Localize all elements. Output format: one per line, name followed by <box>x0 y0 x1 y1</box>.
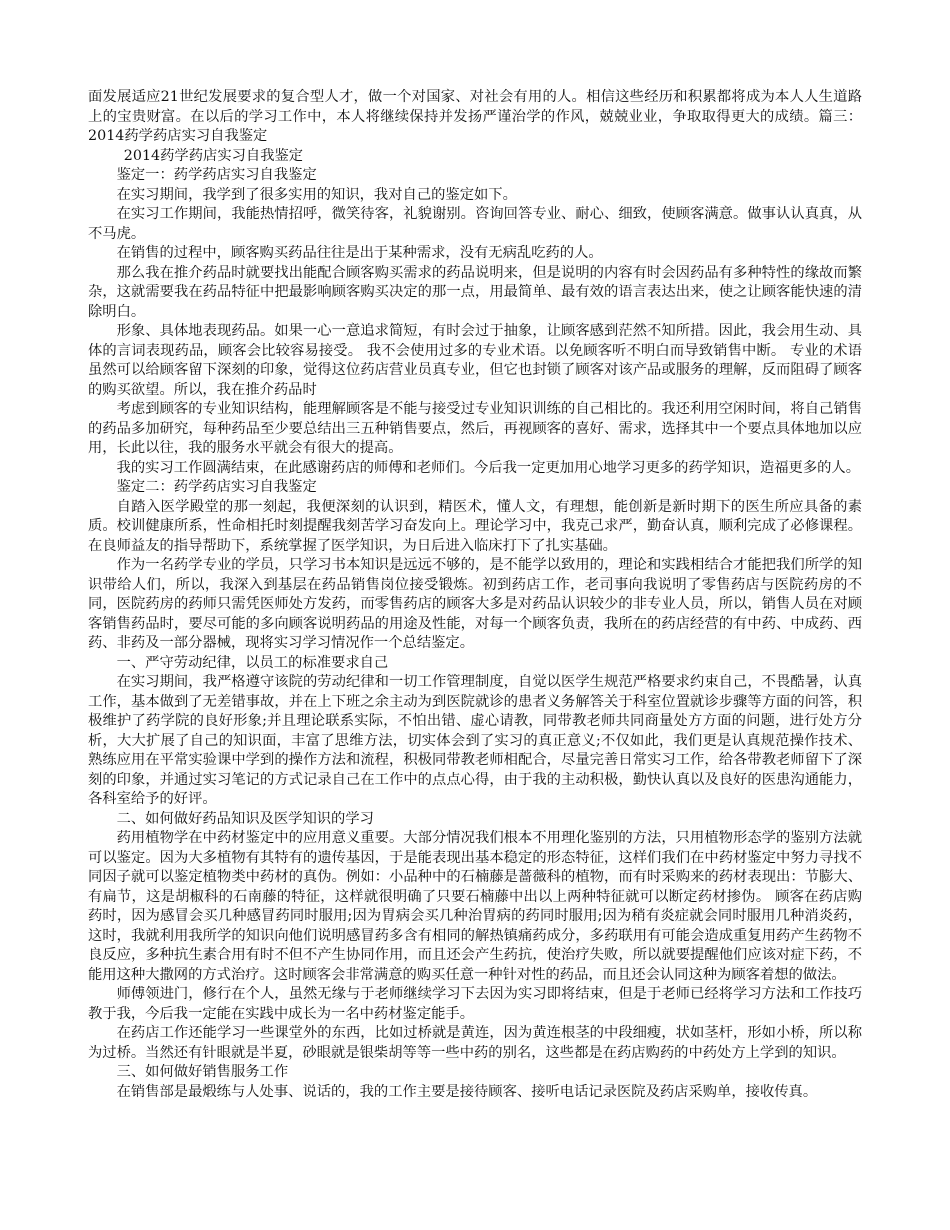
subheading-knowledge-study: 二、如何做好药品知识及医学知识的学习 <box>116 810 374 827</box>
subheading-labor-discipline: 一、严守劳动纪律，以员工的标准要求自己 <box>116 654 389 671</box>
document-title: 2014药学药店实习自我鉴定 <box>123 147 304 164</box>
paragraph: 在实习期间，我学到了很多实用的知识，我对自己的鉴定如下。 <box>116 186 517 203</box>
paragraph: 那么我在推介药品时就要找出能配合顾客购买需求的药品说明来，但是说明的内容有时会因药品有多种特性的缘故而繁杂，这就需要我在药品特征中把最影响顾客购买决定的那一点，用最简单、最有效的语言表达出来，使之让顾客能快速的清除明白。 <box>88 264 862 320</box>
subheading-sales-service: 三、如何做好销售服务工作 <box>116 1064 289 1080</box>
paragraph: 在销售部是最煅练与人处事、说话的，我的工作主要是接待顾客、接听电话记录医院及药店采购单，接收传真。 <box>116 1083 818 1100</box>
paragraph: 在实习工作期间，我能热情招呼，微笑待客，礼貌谢别。咨询回答专业、耐心、细致，使顾客满意。做事认认真真，从不马虎。 <box>88 206 862 242</box>
paragraph: 我的实习工作圆满结束，在此感谢药店的师傅和老师们。今后我一定更加用心地学习更多的药学知识，造福更多的人。 <box>116 459 861 476</box>
section-heading-appraisal-two: 鉴定二：药学药店实习自我鉴定 <box>116 479 317 495</box>
paragraph: 作为一名药学专业的学员，只学习书本知识是远远不够的，是不能学以致用的，理论和实践相结合才能把我们所学的知识带给人们，所以，我深入到基层在药品销售岗位接受锻炼。初到药店工作，老司事向我说明了零售药店与医院药房的不同，医院药房的药师只需凭医师处方发药，而零售药店的顾客大多是对药品认识较少的非专业人员，所以，销售人员在对顾客销售药品时，要尽可能的多向顾客说明药品的用途及性能，对每一个顾客负责，我所在的药店经营的有中药、中成药、西药、非药及一部分器械，现将实习学习情况作一个总结鉴定。 <box>88 557 862 651</box>
paragraph: 在实习期间，我严格遵守该院的劳动纪律和一切工作管理制度，自觉以医学生规范严格要求约束自己，不畏酷暑，认真工作，基本做到了无差错事故，并在上下班之余主动为到医院就诊的患者义务解答关于科室位置就诊步骤等方面的问答，积极维护了药学院的良好形象;并且理论联系实际，不怕出错、虚心请教，同带教老师共同商量处方方面的问题，进行处方分析，大大扩展了自己的知识面，丰富了思维方法，切实体会到了实习的真正意义;不仅如此，我们更是认真规范操作技术、熟练应用在平常实验课中学到的操作方法和流程，积极同带教老师相配合，尽量完善日常实习工作，给各带教老师留下了深刻的印象，并通过实习笔记的方式记录自己在工作中的点点心得，由于我的主动积极，勤快认真以及良好的医患沟通能力，各科室给予的好评。 <box>88 674 862 807</box>
paragraph: 考虑到顾客的专业知识结构，能理解顾客是不能与接受过专业知识训练的自己相比的。我还利用空闲时间，将自己销售的药品多加研究，每种药品至少要总结出三五种销售要点，然后，再视顾客的喜好、需求，选择其中一个要点具体地加以应用，长此以往，我的服务水平就会有很大的提高。 <box>88 401 862 456</box>
paragraph: 自踏入医学殿堂的那一刻起，我便深刻的认识到，精医术，懂人文，有理想，能创新是新时期下的医生所应具备的素质。校训健康所系，性命相托时刻提醒我刻苦学习奋发向上。理论学习中，我克己求严，勤奋认真，顺利完成了必修课程。在良师益友的指导帮助下，系统掌握了医学知识，为日后进入临床打下了扎实基础。 <box>88 498 862 554</box>
paragraph-intro: 面发展适应21世纪发展要求的复合型人才，做一个对国家、对社会有用的人。相信这些经历和积累都将成为本人人生道路上的宝贵财富。在以后的学习工作中，本人将继续保持并发扬严谨治学的作风，兢兢业业，争取取得更大的成绩。篇三：2014药学药店实习自我鉴定 <box>88 89 862 144</box>
paragraph: 在销售的过程中，顾客购买药品往往是出于某种需求，没有无病乱吃药的人。 <box>116 245 603 261</box>
paragraph: 师傅领进门，修行在个人，虽然无缘与于老师继续学习下去因为实习即将结束，但是于老师已经将学习方法和工作技巧教于我，今后我一定能在实践中成长为一名中药材鉴定能手。 <box>88 986 862 1022</box>
paragraph: 形象、具体地表现药品。如果一心一意追求简短，有时会过于抽象，让顾客感到茫然不知所措。因此，我会用生动、具体的言词表现药品，顾客会比较容易接受。 我不会使用过多的专业术语。以免顾客听不明白而导致销售中断。 专业的术语虽然可以给顾客留下深刻的印象，觉得这位药店营业员真专业，但它也封锁了顾客对该产品或服务的理解，反而阻碍了顾客的购买欲望。所以，我在推介药品时 <box>88 323 862 398</box>
paragraph: 在药店工作还能学习一些课堂外的东西，比如过桥就是黄连，因为黄连根茎的中段细瘦，状如茎杆，形如小桥，所以称为过桥。当然还有针眼就是半夏，砂眼就是银柴胡等等一些中药的别名，这些都是在药店购药的中药处方上学到的知识。 <box>88 1025 862 1061</box>
section-heading-appraisal-one: 鉴定一：药学药店实习自我鉴定 <box>116 167 317 183</box>
paragraph: 药用植物学在中药材鉴定中的应用意义重要。大部分情况我们根本不用理化鉴别的方法，只用植物形态学的鉴别方法就可以鉴定。因为大多植物有其特有的遗传基因，于是能表现出基本稳定的形态特征，这样们我们在中药材鉴定中努力寻找不同因子就可以鉴定植物类中药材的真伪。例如：小品种中的石楠藤是蔷薇科的植物，而有时采购来的药材表现出：节膨大、有扁节，这是胡椒科的石南藤的特征，这样就很明确了只要石楠藤中出以上两种特征就可以断定药材掺伪。 顾客在药店购药时，因为感冒会买几种感冒药同时服用;因为胃病会买几种治胃病的药同时服用;因为稍有炎症就会同时服用几种消炎药，这时，我就利用我所学的知识向他们说明感冒药多含有相同的解热镇痛药成分，多药联用有可能会造成重复用药产生药物不良反应，多种抗生素合用有时不但不产生协同作用，而且还会产生药抗，使治疗失败，所以就要提醒他们应该对症下药，不能用这种大撒网的方式治疗。这时顾客会非常满意的购买任意一种针对性的药品，而且还会认同这种为顾客着想的做法。 <box>88 830 862 983</box>
